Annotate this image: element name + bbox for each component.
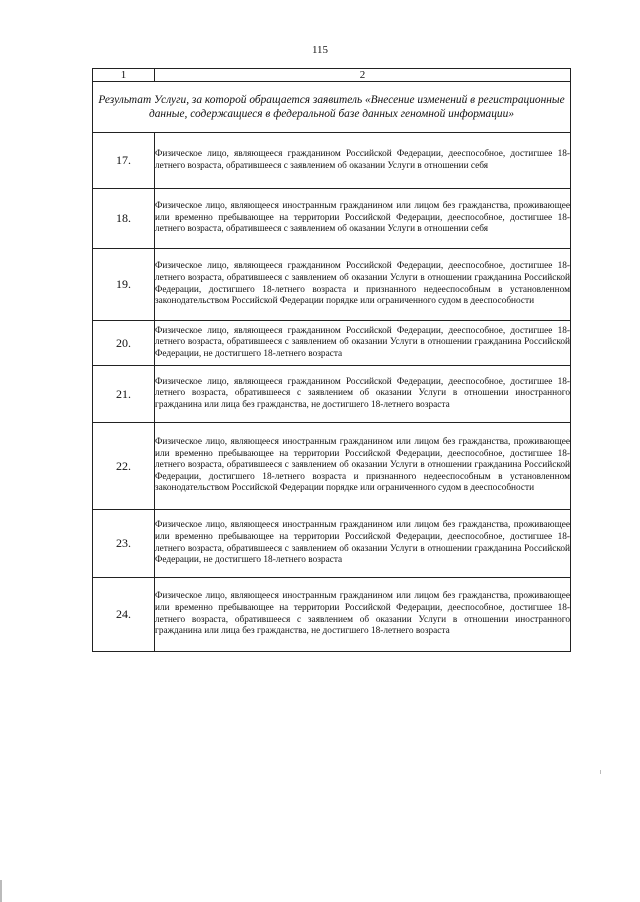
column-number-row <box>93 69 571 82</box>
row-number: 21. <box>93 366 155 423</box>
table-row <box>93 133 571 189</box>
row-number: 18. <box>93 189 155 249</box>
row-number: 23. <box>93 510 155 578</box>
table-row <box>93 578 571 652</box>
table-row <box>93 423 571 510</box>
column-number-1: 1 <box>93 69 155 82</box>
row-description: Физическое лицо, являющееся иностранным гражданином или лицом без гражданства, проживающее или временно пребывающее на территории Российской Федерации, дееспособное, достигшее 18-летнего возраста, обратившееся с заявлением об оказании Услуги в отношении себя <box>155 189 571 249</box>
table-row <box>93 366 571 423</box>
page-number: 115 <box>311 44 329 56</box>
scan-edge-mark <box>600 770 601 774</box>
column-number-2: 2 <box>155 69 571 82</box>
row-number: 17. <box>93 133 155 189</box>
row-description: Физическое лицо, являющееся гражданином Российской Федерации, дееспособное, достигшее 18-летнего возраста, обратившееся с заявлением об оказании Услуги в отношении гражданина Российской Федерации, достигшего 18-летнего возраста и признанного недееспособным в установленном законодательством Российской Федерации порядке или ограниченного судом в дееспособности <box>155 249 571 321</box>
scan-edge-mark <box>0 880 2 902</box>
row-number: 19. <box>93 249 155 321</box>
row-description: Физическое лицо, являющееся гражданином Российской Федерации, дееспособное, достигшее 18-летнего возраста, обратившееся с заявлением об оказании Услуги в отношении себя <box>155 133 571 189</box>
row-number: 24. <box>93 578 155 652</box>
section-title: Результат Услуги, за которой обращается заявитель «Внесение изменений в регистрационные данные, содержащиеся в федеральной базе данных геномной информации» <box>93 82 571 133</box>
table-row <box>93 510 571 578</box>
row-description: Физическое лицо, являющееся гражданином Российской Федерации, дееспособное, достигшее 18-летнего возраста, обратившееся с заявлением об оказании Услуги в отношении иностранного гражданина или лица без гражданства, не достигшего 18-летнего возраста <box>155 366 571 423</box>
row-number: 20. <box>93 321 155 366</box>
applicant-table <box>92 68 571 652</box>
table-row <box>93 249 571 321</box>
table-row <box>93 189 571 249</box>
row-description: Физическое лицо, являющееся гражданином Российской Федерации, дееспособное, достигшее 18-летнего возраста, обратившееся с заявлением об оказании Услуги в отношении гражданина Российской Федерации, не достигшего 18-летнего возраста <box>155 321 571 366</box>
section-title-row <box>93 82 571 133</box>
row-description: Физическое лицо, являющееся иностранным гражданином или лицом без гражданства, проживающее или временно пребывающее на территории Российской Федерации, дееспособное, достигшее 18-летнего возраста, обратившееся с заявлением об оказании Услуги в отношении иностранного гражданина или лица без гражданства, не достигшего 18-летнего возраста <box>155 578 571 652</box>
row-description: Физическое лицо, являющееся иностранным гражданином или лицом без гражданства, проживающее или временно пребывающее на территории Российской Федерации, дееспособное, достигшее 18-летнего возраста, обратившееся с заявлением об оказании Услуги в отношении гражданина Российской Федерации, достигшего 18-летнего возраста и признанного недееспособным в установленном законодательством Российской Федерации порядке или ограниченного судом в дееспособности <box>155 423 571 510</box>
table-row <box>93 321 571 366</box>
row-description: Физическое лицо, являющееся иностранным гражданином или лицом без гражданства, проживающее или временно пребывающее на территории Российской Федерации, дееспособное, достигшее 18-летнего возраста, обратившееся с заявлением об оказании Услуги в отношении гражданина Российской Федерации, не достигшего 18-летнего возраста <box>155 510 571 578</box>
row-number: 22. <box>93 423 155 510</box>
